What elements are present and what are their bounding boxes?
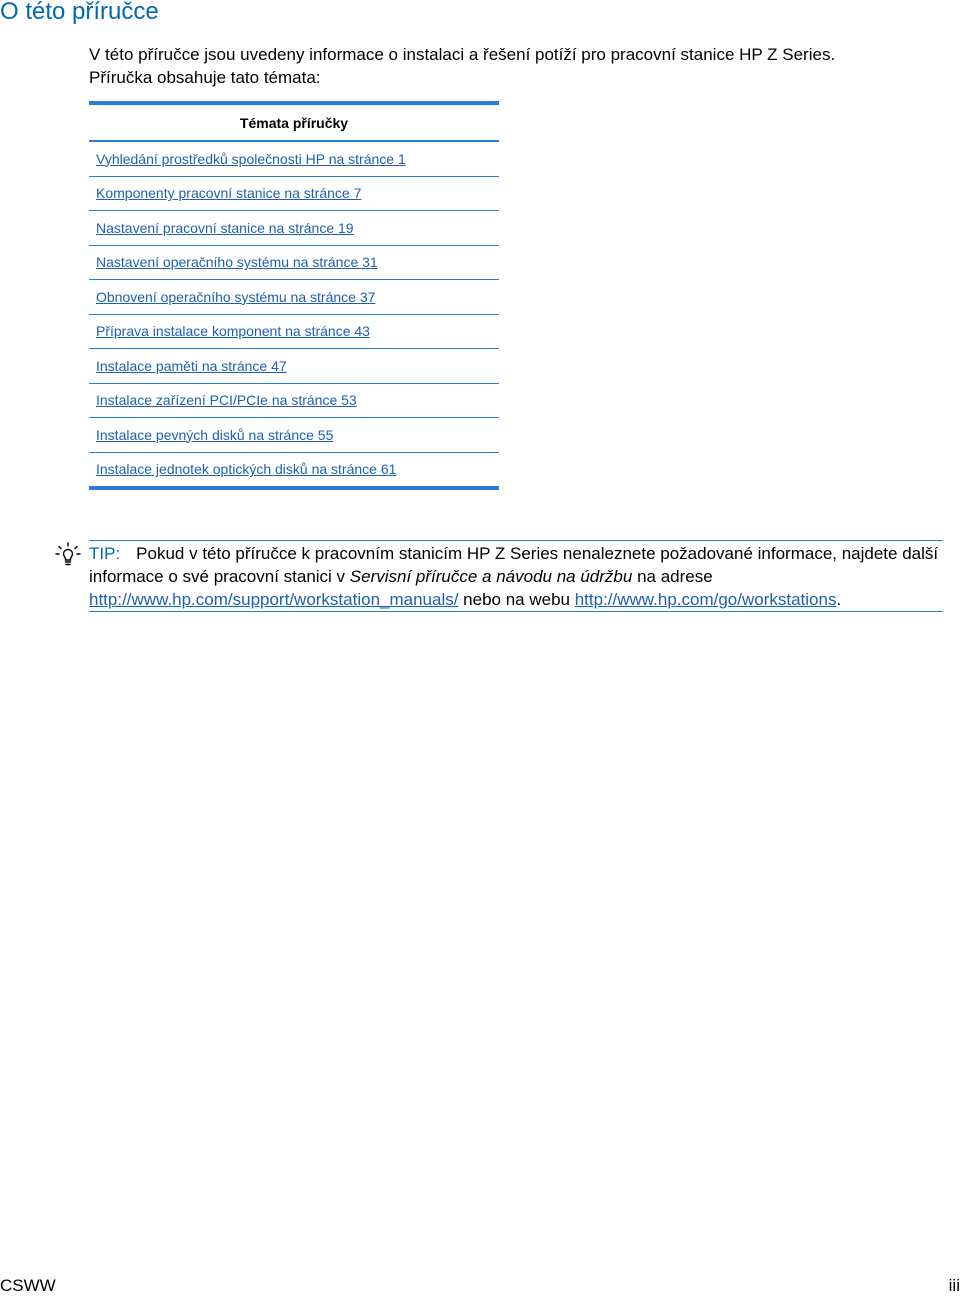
tip-label: TIP: xyxy=(89,544,121,563)
topic-link-7[interactable]: Instalace paměti na stránce 47 xyxy=(96,357,287,374)
tip-text-end: . xyxy=(836,590,842,609)
topic-link-4[interactable]: Nastavení operačního systému na stránce 31 xyxy=(96,254,378,271)
table-row xyxy=(89,418,499,453)
topic-link-5[interactable]: Obnovení operačního systému na stránce 37 xyxy=(96,288,376,305)
tip-text-part-2: na adrese xyxy=(632,567,713,586)
tip-text-part-3: nebo na webu xyxy=(458,590,575,609)
tip-box xyxy=(55,540,945,612)
intro-line-1: V této příručce jsou uvedeny informace o instalaci a řešení potíží pro pracovní stanice HP Z Series. xyxy=(89,45,836,64)
topic-link-8[interactable]: Instalace zařízení PCI/PCIe na stránce 53 xyxy=(96,392,357,409)
tip-italic-title: Servisní příručce a návodu na údržbu xyxy=(349,567,633,586)
lightbulb-icon xyxy=(55,542,81,568)
topics-table xyxy=(89,101,499,490)
page-number: iii xyxy=(948,1276,960,1295)
table-row xyxy=(89,349,499,384)
table-row xyxy=(89,245,499,280)
topic-link-2[interactable]: Komponenty pracovní stanice na stránce 7 xyxy=(96,185,362,202)
tip-text xyxy=(89,540,943,612)
table-row xyxy=(89,314,499,349)
topic-link-1[interactable]: Vyhledání prostředků společnosti HP na stránce 1 xyxy=(96,150,406,167)
table-row xyxy=(89,452,499,488)
intro-line-2: Příručka obsahuje tato témata: xyxy=(89,68,321,87)
footer-left-label: CSWW xyxy=(0,1276,56,1295)
table-row xyxy=(89,383,499,418)
page-title: O této příručce xyxy=(0,0,159,25)
table-row xyxy=(89,280,499,315)
topic-link-6[interactable]: Příprava instalace komponent na stránce 43 xyxy=(96,323,370,340)
intro-paragraph xyxy=(89,43,949,89)
table-row xyxy=(89,211,499,246)
topic-link-3[interactable]: Nastavení pracovní stanice na stránce 19 xyxy=(96,219,354,236)
topic-link-10[interactable]: Instalace jednotek optických disků na stránce 61 xyxy=(96,461,397,478)
table-row xyxy=(89,176,499,211)
topic-link-9[interactable]: Instalace pevných disků na stránce 55 xyxy=(96,426,334,443)
tip-text-part-1: Pokud v této příručce k pracovním stanicím HP Z Series nenaleznete požadované informace, najdete další informace o své pracovní stanici v xyxy=(89,544,939,586)
topics-table-header: Témata příručky xyxy=(89,103,499,141)
workstations-link[interactable]: http://www.hp.com/go/workstations xyxy=(574,590,837,609)
support-manuals-link[interactable]: http://www.hp.com/support/workstation_manuals/ xyxy=(89,590,459,609)
table-row xyxy=(89,141,499,176)
